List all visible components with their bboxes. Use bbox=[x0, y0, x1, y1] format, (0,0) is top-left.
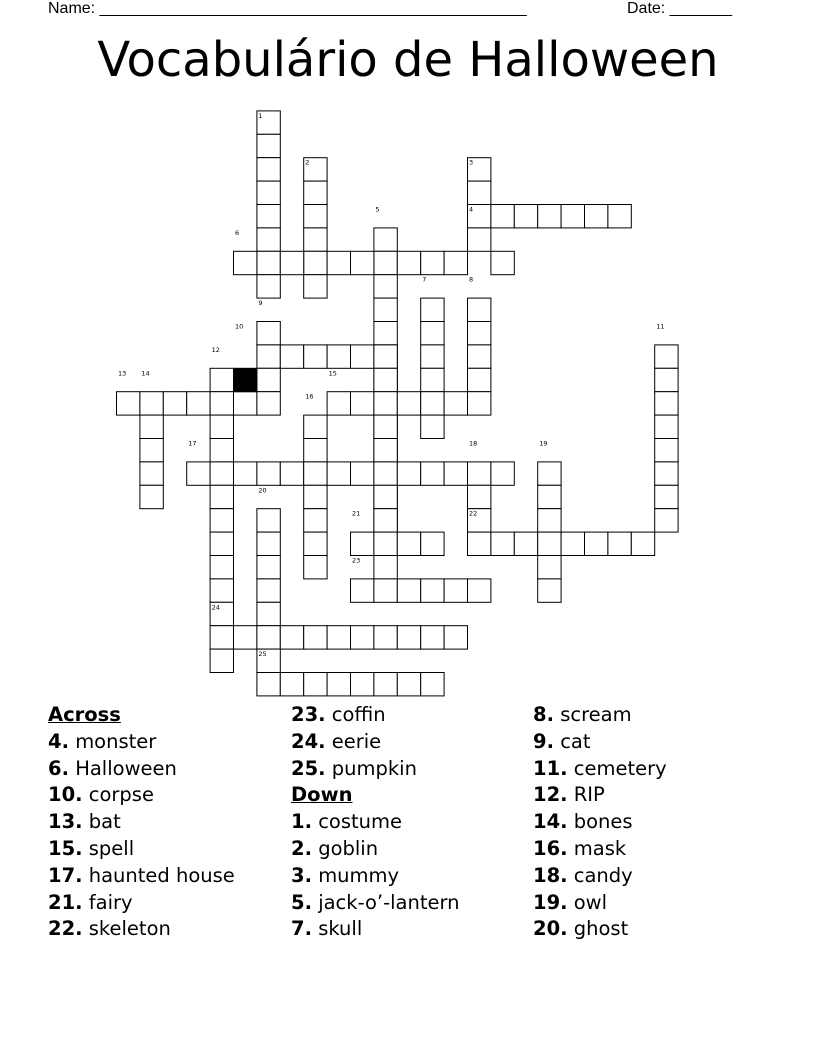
clue-down-8: 8. scream bbox=[533, 703, 632, 726]
grid-cell[interactable] bbox=[163, 392, 186, 415]
clue-down-3: 3. mummy bbox=[291, 863, 400, 887]
grid-cell[interactable] bbox=[608, 205, 631, 228]
grid-cell[interactable] bbox=[210, 462, 233, 485]
clue-across-15: 15. spell bbox=[48, 836, 135, 860]
grid-cell[interactable] bbox=[257, 579, 280, 602]
grid-cell[interactable] bbox=[421, 368, 444, 391]
grid-cell[interactable] bbox=[304, 673, 327, 696]
clue-down-18: 18. candy bbox=[533, 863, 633, 887]
grid-cell[interactable] bbox=[421, 251, 444, 274]
grid-cell[interactable] bbox=[304, 509, 327, 532]
grid-cell[interactable] bbox=[444, 392, 467, 415]
clues-column-1 bbox=[48, 702, 235, 943]
grid-cell[interactable] bbox=[374, 485, 397, 508]
grid-cell[interactable] bbox=[444, 626, 467, 649]
grid-cell[interactable] bbox=[210, 368, 233, 391]
grid-cell[interactable] bbox=[374, 228, 397, 251]
name-field-label: Name: ________________________________________________ bbox=[48, 0, 527, 17]
grid-cell[interactable] bbox=[257, 158, 280, 181]
grid-cell[interactable] bbox=[468, 298, 491, 321]
cell-number: 15 bbox=[328, 369, 337, 378]
grid-cell[interactable] bbox=[304, 626, 327, 649]
grid-cell[interactable] bbox=[304, 228, 327, 251]
grid-cell[interactable] bbox=[561, 205, 584, 228]
grid-cell[interactable] bbox=[257, 251, 280, 274]
grid-cell[interactable] bbox=[257, 205, 280, 228]
grid-cell[interactable] bbox=[280, 251, 303, 274]
clues-column-2 bbox=[291, 702, 460, 943]
grid-cell[interactable] bbox=[327, 251, 350, 274]
grid-cell[interactable] bbox=[187, 462, 210, 485]
grid-cell[interactable] bbox=[140, 392, 163, 415]
grid-cell[interactable] bbox=[374, 462, 397, 485]
grid-cell[interactable] bbox=[234, 626, 257, 649]
cell-number: 25 bbox=[258, 650, 267, 659]
cell-number: 24 bbox=[211, 603, 220, 612]
grid-cell[interactable] bbox=[421, 345, 444, 368]
clue-down-11: 11. cemetery bbox=[533, 756, 667, 780]
grid-cell[interactable] bbox=[538, 532, 561, 555]
grid-cell[interactable] bbox=[397, 579, 420, 602]
grid-cell[interactable] bbox=[397, 532, 420, 555]
grid-cell[interactable] bbox=[351, 626, 374, 649]
grid-cell[interactable] bbox=[351, 579, 374, 602]
grid-cell[interactable] bbox=[374, 532, 397, 555]
grid-cell[interactable] bbox=[421, 392, 444, 415]
grid-cell[interactable] bbox=[468, 181, 491, 204]
down-heading: Down bbox=[291, 783, 353, 807]
grid-cell[interactable] bbox=[444, 462, 467, 485]
grid-cell[interactable] bbox=[257, 228, 280, 251]
grid-cell[interactable] bbox=[374, 368, 397, 391]
grid-cell[interactable] bbox=[468, 228, 491, 251]
cell-number: 6 bbox=[235, 228, 240, 237]
grid-cell[interactable] bbox=[538, 509, 561, 532]
grid-cell[interactable] bbox=[585, 532, 608, 555]
cell-number: 17 bbox=[188, 439, 197, 448]
grid-cell[interactable] bbox=[210, 439, 233, 462]
grid-cell[interactable] bbox=[374, 298, 397, 321]
grid-cell[interactable] bbox=[374, 556, 397, 579]
cell-number: 8 bbox=[469, 275, 474, 284]
grid-cell[interactable] bbox=[117, 392, 140, 415]
grid-cell[interactable] bbox=[257, 181, 280, 204]
cell-number: 22 bbox=[469, 509, 478, 518]
grid-cell[interactable] bbox=[538, 485, 561, 508]
grid-cell[interactable] bbox=[608, 532, 631, 555]
clue-down-9: 9. cat bbox=[533, 729, 591, 753]
cell-number: 12 bbox=[211, 345, 220, 354]
grid-cell[interactable] bbox=[280, 626, 303, 649]
grid-cell[interactable] bbox=[304, 485, 327, 508]
clue-down-12: 12. RIP bbox=[533, 783, 605, 807]
across-heading: Across bbox=[48, 703, 121, 726]
grid-cell[interactable] bbox=[257, 462, 280, 485]
cell-number: 13 bbox=[118, 369, 127, 378]
grid-cell[interactable] bbox=[421, 415, 444, 438]
clue-across-17: 17. haunted house bbox=[48, 863, 235, 887]
grid-cell[interactable] bbox=[304, 415, 327, 438]
grid-cell[interactable] bbox=[257, 392, 280, 415]
grid-cell[interactable] bbox=[304, 532, 327, 555]
clue-down-1: 1. costume bbox=[291, 810, 402, 834]
grid-cell[interactable] bbox=[397, 462, 420, 485]
grid-cell[interactable] bbox=[468, 392, 491, 415]
page-title: Vocabulário de Halloween bbox=[97, 32, 719, 88]
cell-number: 2 bbox=[305, 158, 310, 167]
clue-down-2: 2. goblin bbox=[291, 836, 379, 860]
clue-across-21: 21. fairy bbox=[48, 890, 133, 914]
cell-number: 14 bbox=[141, 369, 150, 378]
grid-cell[interactable] bbox=[561, 532, 584, 555]
grid-cell[interactable] bbox=[444, 579, 467, 602]
grid-cell[interactable] bbox=[304, 439, 327, 462]
grid-cell[interactable] bbox=[351, 673, 374, 696]
grid-cell[interactable] bbox=[397, 626, 420, 649]
clue-across-6: 6. Halloween bbox=[48, 756, 177, 780]
grid-cell[interactable] bbox=[257, 602, 280, 625]
grid-cell[interactable] bbox=[304, 345, 327, 368]
cell-number: 1 bbox=[258, 111, 263, 120]
grid-cell[interactable] bbox=[351, 345, 374, 368]
grid-cell[interactable] bbox=[397, 251, 420, 274]
grid-cell[interactable] bbox=[631, 532, 654, 555]
grid-cell[interactable] bbox=[257, 556, 280, 579]
grid-cell[interactable] bbox=[257, 673, 280, 696]
grid-cell[interactable] bbox=[538, 462, 561, 485]
clue-down-7: 7. skull bbox=[291, 917, 363, 941]
clue-across-22: 22. skeleton bbox=[48, 917, 171, 941]
clue-across-24: 24. eerie bbox=[291, 729, 382, 753]
grid-cell[interactable] bbox=[140, 439, 163, 462]
cell-number: 18 bbox=[469, 439, 478, 448]
cell-number: 3 bbox=[469, 158, 474, 167]
grid-cell[interactable] bbox=[327, 345, 350, 368]
grid-cell[interactable] bbox=[210, 532, 233, 555]
cell-number: 16 bbox=[305, 392, 314, 401]
grid-cell[interactable] bbox=[374, 275, 397, 298]
grid-cell[interactable] bbox=[257, 275, 280, 298]
grid-cell[interactable] bbox=[257, 509, 280, 532]
clue-down-14: 14. bones bbox=[533, 810, 633, 834]
grid-cell[interactable] bbox=[257, 532, 280, 555]
clue-across-23: 23. coffin bbox=[291, 703, 386, 726]
clue-down-5: 5. jack-o’-lantern bbox=[291, 890, 460, 914]
grid-cell[interactable] bbox=[210, 509, 233, 532]
grid-cell[interactable] bbox=[491, 462, 514, 485]
grid-cell[interactable] bbox=[421, 322, 444, 345]
grid-cell[interactable] bbox=[421, 626, 444, 649]
cell-number: 9 bbox=[258, 299, 263, 308]
grid-cell[interactable] bbox=[327, 462, 350, 485]
grid-cell[interactable] bbox=[655, 392, 678, 415]
cell-number: 11 bbox=[656, 322, 665, 331]
grid-cell[interactable] bbox=[234, 462, 257, 485]
grid-cell[interactable] bbox=[140, 462, 163, 485]
grid-cell[interactable] bbox=[655, 509, 678, 532]
grid-cell[interactable] bbox=[280, 345, 303, 368]
grid-cell[interactable] bbox=[421, 462, 444, 485]
grid-cell[interactable] bbox=[210, 626, 233, 649]
grid-cell[interactable] bbox=[421, 298, 444, 321]
clue-down-16: 16. mask bbox=[533, 836, 627, 860]
grid-cell[interactable] bbox=[374, 251, 397, 274]
grid-cell[interactable] bbox=[655, 462, 678, 485]
clue-across-25: 25. pumpkin bbox=[291, 756, 417, 780]
grid-cell[interactable] bbox=[351, 532, 374, 555]
grid-cell[interactable] bbox=[257, 626, 280, 649]
grid-cell[interactable] bbox=[538, 205, 561, 228]
grid-cell[interactable] bbox=[397, 673, 420, 696]
grid-cell[interactable] bbox=[257, 134, 280, 157]
grid-cell[interactable] bbox=[374, 415, 397, 438]
grid-cell[interactable] bbox=[210, 485, 233, 508]
grid-cell[interactable] bbox=[351, 392, 374, 415]
grid-cell[interactable] bbox=[421, 673, 444, 696]
grid-cell[interactable] bbox=[280, 673, 303, 696]
grid-cell[interactable] bbox=[327, 392, 350, 415]
grid-cell[interactable] bbox=[421, 532, 444, 555]
grid-cell[interactable] bbox=[655, 368, 678, 391]
clue-across-10: 10. corpse bbox=[48, 783, 154, 807]
grid-cell[interactable] bbox=[491, 251, 514, 274]
grid-cell[interactable] bbox=[280, 462, 303, 485]
grid-cell[interactable] bbox=[304, 275, 327, 298]
grid-cell[interactable] bbox=[421, 579, 444, 602]
grid-cell[interactable] bbox=[304, 205, 327, 228]
clue-down-19: 19. owl bbox=[533, 890, 608, 914]
grid-cell[interactable] bbox=[444, 251, 467, 274]
grid-cell[interactable] bbox=[327, 626, 350, 649]
grid-cell[interactable] bbox=[655, 345, 678, 368]
grid-cell[interactable] bbox=[210, 392, 233, 415]
black-cell bbox=[234, 368, 257, 391]
grid-cell[interactable] bbox=[538, 556, 561, 579]
grid-cell[interactable] bbox=[327, 673, 350, 696]
grid-cell[interactable] bbox=[374, 345, 397, 368]
clue-across-13: 13. bat bbox=[48, 810, 121, 834]
grid-cell[interactable] bbox=[210, 556, 233, 579]
grid-cell[interactable] bbox=[468, 322, 491, 345]
grid-cell[interactable] bbox=[468, 485, 491, 508]
grid-cell[interactable] bbox=[514, 205, 537, 228]
cell-number: 7 bbox=[422, 275, 427, 284]
grid-cell[interactable] bbox=[491, 205, 514, 228]
grid-cell[interactable] bbox=[351, 462, 374, 485]
grid-cell[interactable] bbox=[210, 415, 233, 438]
grid-cell[interactable] bbox=[304, 251, 327, 274]
grid-cell[interactable] bbox=[397, 392, 420, 415]
grid-cell[interactable] bbox=[374, 673, 397, 696]
grid-cell[interactable] bbox=[210, 649, 233, 672]
grid-cell[interactable] bbox=[140, 415, 163, 438]
grid-cell[interactable] bbox=[304, 556, 327, 579]
cell-number: 4 bbox=[469, 205, 474, 214]
date-field-label: Date: _______ bbox=[627, 0, 732, 17]
grid-cell[interactable] bbox=[140, 485, 163, 508]
grid-cell[interactable] bbox=[468, 532, 491, 555]
grid-cell[interactable] bbox=[374, 626, 397, 649]
clues-column-3 bbox=[533, 702, 667, 943]
grid-cell[interactable] bbox=[187, 392, 210, 415]
clue-down-20: 20. ghost bbox=[533, 917, 629, 941]
grid-cell[interactable] bbox=[655, 439, 678, 462]
grid-cell[interactable] bbox=[374, 509, 397, 532]
grid-cell[interactable] bbox=[257, 322, 280, 345]
grid-cell[interactable] bbox=[257, 368, 280, 391]
grid-cell[interactable] bbox=[655, 485, 678, 508]
grid-cell[interactable] bbox=[514, 532, 537, 555]
cell-number: 23 bbox=[352, 556, 361, 565]
cell-number: 5 bbox=[375, 205, 380, 214]
grid-cell[interactable] bbox=[234, 251, 257, 274]
grid-cell[interactable] bbox=[257, 345, 280, 368]
grid-cell[interactable] bbox=[468, 368, 491, 391]
grid-cell[interactable] bbox=[585, 205, 608, 228]
grid-cell[interactable] bbox=[374, 579, 397, 602]
grid-cell[interactable] bbox=[210, 579, 233, 602]
grid-cell[interactable] bbox=[374, 322, 397, 345]
grid-cell[interactable] bbox=[351, 251, 374, 274]
grid-cell[interactable] bbox=[304, 181, 327, 204]
grid-cell[interactable] bbox=[304, 462, 327, 485]
cell-number: 21 bbox=[352, 509, 361, 518]
cell-number: 20 bbox=[258, 486, 267, 495]
grid-cell[interactable] bbox=[468, 579, 491, 602]
cell-number: 19 bbox=[539, 439, 548, 448]
cell-number: 10 bbox=[235, 322, 244, 331]
clue-across-4: 4. monster bbox=[48, 729, 157, 753]
grid-cell[interactable] bbox=[538, 579, 561, 602]
grid-cell[interactable] bbox=[468, 462, 491, 485]
grid-cell[interactable] bbox=[374, 392, 397, 415]
grid-cell[interactable] bbox=[491, 532, 514, 555]
grid-cell[interactable] bbox=[374, 439, 397, 462]
grid-cell[interactable] bbox=[234, 392, 257, 415]
grid-cell[interactable] bbox=[468, 345, 491, 368]
grid-cell[interactable] bbox=[655, 415, 678, 438]
